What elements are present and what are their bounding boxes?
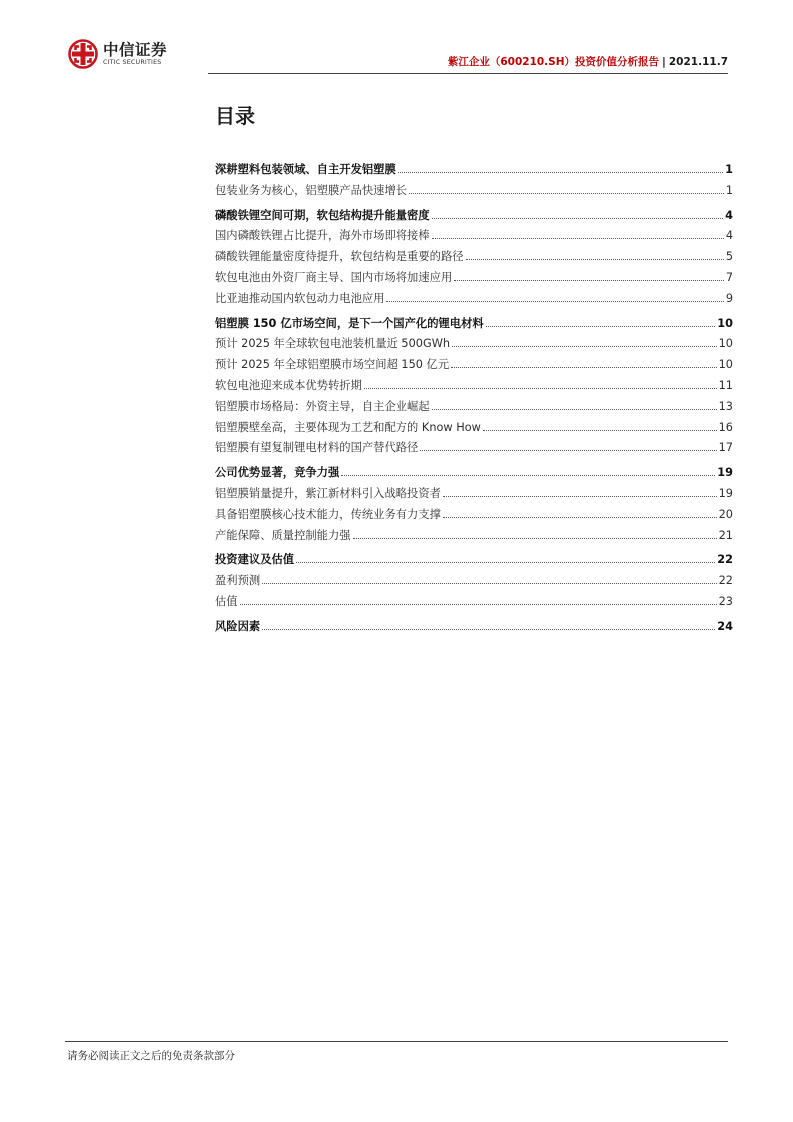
toc-main-entry[interactable] xyxy=(215,206,733,227)
toc-section xyxy=(215,550,733,612)
toc-page-number: 1 xyxy=(725,183,733,197)
dot-leader xyxy=(483,422,717,431)
dot-leader xyxy=(452,338,717,347)
dot-leader xyxy=(240,596,717,605)
toc-section xyxy=(215,206,733,310)
toc-sub-entry[interactable] xyxy=(215,334,733,355)
toc-entry-title: 预计 2025 年全球铝塑膜市场空间超 150 亿元 xyxy=(215,358,450,372)
dot-leader xyxy=(353,530,717,539)
toc-sub-entry[interactable] xyxy=(215,226,733,247)
toc-sub-entry[interactable] xyxy=(215,355,733,376)
toc-entry-title: 铝塑膜有望复制锂电材料的国产替代路径 xyxy=(215,441,419,455)
dot-leader xyxy=(262,575,716,584)
dot-leader xyxy=(364,380,717,389)
logo-english-name: CITIC SECURITIES xyxy=(103,59,162,66)
dot-leader xyxy=(466,251,724,260)
dot-leader xyxy=(432,210,723,219)
toc-section xyxy=(215,160,733,202)
toc-section xyxy=(215,617,733,638)
toc-page-number: 7 xyxy=(725,270,733,284)
table-of-contents xyxy=(215,160,733,642)
toc-main-entry[interactable] xyxy=(215,314,733,335)
dot-leader xyxy=(443,488,717,497)
citic-logo-icon xyxy=(68,39,98,69)
toc-entry-title: 估值 xyxy=(215,594,238,608)
toc-page-number: 17 xyxy=(718,441,733,455)
toc-entry-title: 铝塑膜壁垒高，主要体现为工艺和配方的 Know How xyxy=(215,420,481,434)
toc-page-number: 19 xyxy=(717,466,733,480)
dot-leader xyxy=(432,401,717,410)
toc-sub-entry[interactable] xyxy=(215,289,733,310)
report-title: 紫江企业（600210.SH）投资价值分析报告 xyxy=(447,56,660,68)
toc-entry-title: 深耕塑料包装领域、自主开发铝塑膜 xyxy=(215,163,396,176)
report-header xyxy=(448,56,728,69)
toc-sub-entry[interactable] xyxy=(215,505,733,526)
toc-entry-title: 具备铝塑膜核心技术能力，传统业务有力支撑 xyxy=(215,507,441,521)
toc-sub-entry[interactable] xyxy=(215,438,733,459)
toc-entry-title: 盈利预测 xyxy=(215,574,261,588)
dot-leader xyxy=(486,318,716,327)
toc-page-number: 16 xyxy=(718,420,733,434)
toc-sub-entry[interactable] xyxy=(215,571,733,592)
toc-sub-entry[interactable] xyxy=(215,181,733,202)
footer-disclaimer: 请务必阅读正文之后的免责条款部分 xyxy=(67,1050,235,1062)
toc-sub-entry[interactable] xyxy=(215,268,733,289)
dot-leader xyxy=(398,164,723,173)
toc-page-number: 24 xyxy=(717,619,733,633)
toc-entry-title: 软包电池迎来成本优势转折期 xyxy=(215,378,362,392)
toc-entry-title: 产能保障、质量控制能力强 xyxy=(215,528,351,542)
dot-leader xyxy=(386,293,723,302)
toc-page-number: 4 xyxy=(725,229,733,243)
dot-leader xyxy=(451,359,716,368)
toc-page-number: 10 xyxy=(717,316,733,330)
toc-sub-entry[interactable] xyxy=(215,397,733,418)
toc-entry-title: 风险因素 xyxy=(215,619,261,633)
header-divider xyxy=(208,73,728,74)
toc-page-number: 5 xyxy=(725,250,733,264)
toc-section xyxy=(215,463,733,546)
toc-page-number: 20 xyxy=(718,507,733,521)
dot-leader xyxy=(454,272,724,281)
toc-page-number: 22 xyxy=(718,574,733,588)
dot-leader xyxy=(409,185,724,194)
toc-page-number: 13 xyxy=(718,399,733,413)
toc-section xyxy=(215,314,733,460)
toc-sub-entry[interactable] xyxy=(215,526,733,547)
toc-main-entry[interactable] xyxy=(215,550,733,571)
toc-sub-entry[interactable] xyxy=(215,592,733,613)
toc-main-entry[interactable] xyxy=(215,160,733,181)
header-separator: | xyxy=(662,56,666,68)
footer-divider xyxy=(65,1041,728,1042)
toc-entry-title: 公司优势显著，竞争力强 xyxy=(215,466,340,480)
toc-entry-title: 包装业务为核心，铝塑膜产品快速增长 xyxy=(215,183,408,197)
toc-entry-title: 铝塑膜市场格局：外资主导，自主企业崛起 xyxy=(215,399,430,413)
report-date: 2021.11.7 xyxy=(668,56,728,68)
toc-page-number: 23 xyxy=(718,594,733,608)
toc-page-number: 4 xyxy=(725,208,733,222)
dot-leader xyxy=(262,621,715,630)
toc-entry-title: 国内磷酸铁锂占比提升，海外市场即将接棒 xyxy=(215,229,430,243)
toc-page-number: 11 xyxy=(718,378,733,392)
dot-leader xyxy=(443,509,717,518)
toc-page-number: 10 xyxy=(718,358,733,372)
toc-page-number: 10 xyxy=(718,337,733,351)
toc-sub-entry[interactable] xyxy=(215,376,733,397)
toc-page-number: 22 xyxy=(717,553,733,567)
toc-sub-entry[interactable] xyxy=(215,484,733,505)
page-title: 目录 xyxy=(215,104,255,128)
toc-entry-title: 磷酸铁锂能量密度待提升，软包结构是重要的路径 xyxy=(215,250,464,264)
toc-entry-title: 磷酸铁锂空间可期，软包结构提升能量密度 xyxy=(215,208,430,222)
toc-entry-title: 预计 2025 年全球软包电池装机量近 500GWh xyxy=(215,337,451,351)
dot-leader xyxy=(420,442,716,451)
toc-entry-title: 比亚迪推动国内软包动力电池应用 xyxy=(215,291,385,305)
toc-main-entry[interactable] xyxy=(215,463,733,484)
toc-main-entry[interactable] xyxy=(215,617,733,638)
toc-sub-entry[interactable] xyxy=(215,418,733,439)
toc-page-number: 19 xyxy=(718,486,733,500)
brand-logo xyxy=(68,37,167,71)
dot-leader xyxy=(296,554,715,563)
logo-chinese-name: 中信证券 xyxy=(103,41,168,59)
toc-entry-title: 投资建议及估值 xyxy=(215,553,295,567)
toc-sub-entry[interactable] xyxy=(215,247,733,268)
toc-entry-title: 铝塑膜 150 亿市场空间，是下一个国产化的锂电材料 xyxy=(215,316,484,330)
toc-page-number: 21 xyxy=(718,528,733,542)
toc-page-number: 9 xyxy=(725,291,733,305)
toc-page-number: 1 xyxy=(725,163,733,176)
dot-leader xyxy=(432,230,724,239)
toc-entry-title: 铝塑膜销量提升，紫江新材料引入战略投资者 xyxy=(215,486,441,500)
dot-leader xyxy=(341,467,715,476)
toc-entry-title: 软包电池由外资厂商主导、国内市场将加速应用 xyxy=(215,270,453,284)
